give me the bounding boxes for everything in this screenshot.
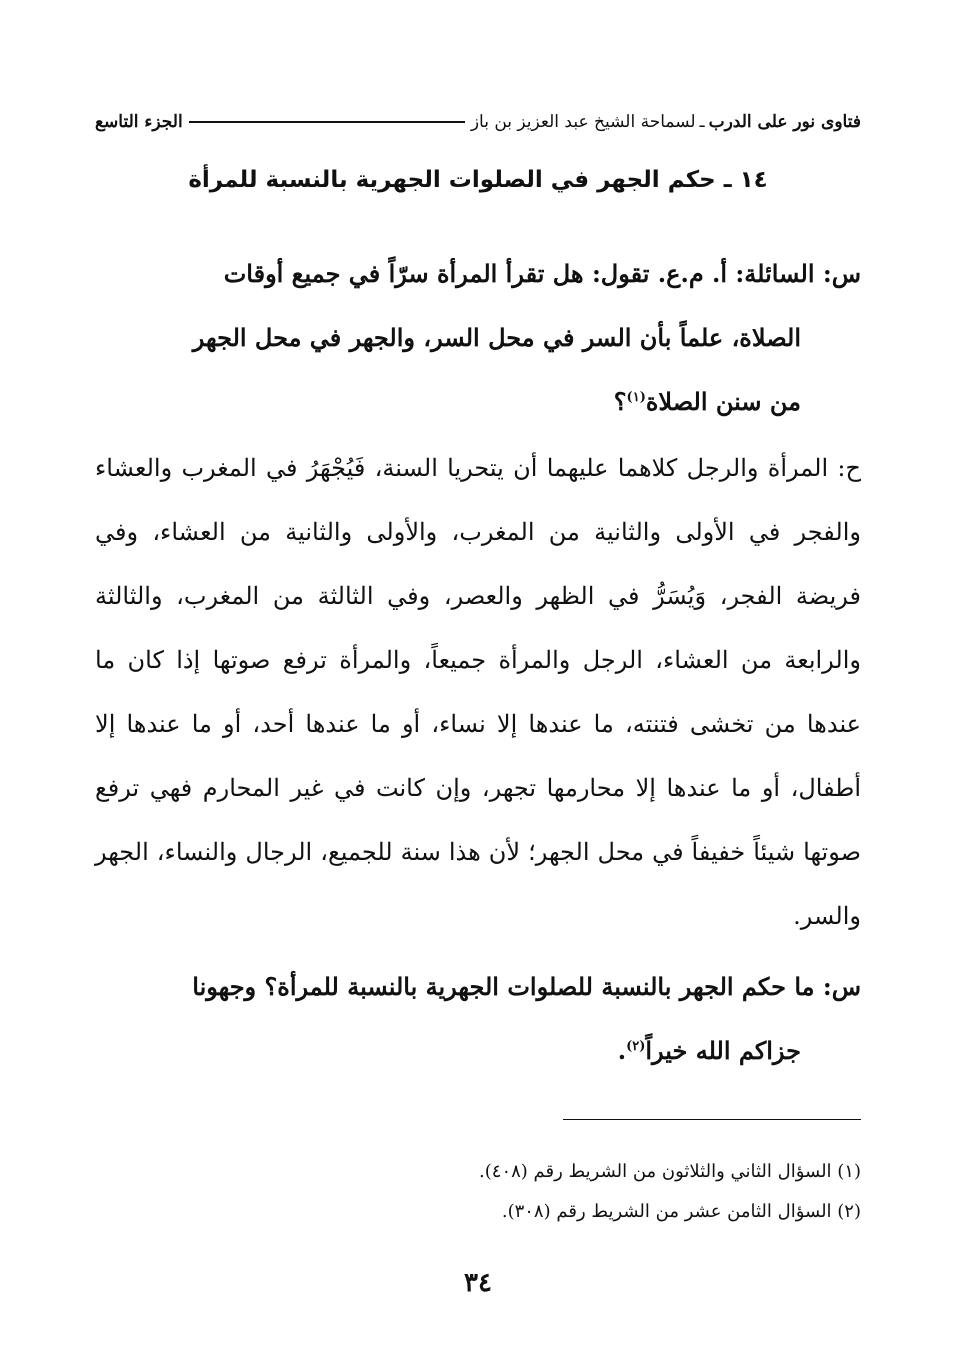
question-1 — [95, 242, 861, 434]
page-number: ٣٤ — [464, 1268, 492, 1298]
footnote-ref-2: (٢) — [626, 1039, 646, 1054]
question-2 — [95, 955, 861, 1083]
section-title: ١٤ ـ حكم الجهر في الصلوات الجهرية بالنسبة للمرأة — [188, 167, 768, 193]
question-2-line-2-text: جزاكم الله خيراً — [645, 1036, 801, 1065]
question-1-continuation — [95, 306, 861, 434]
footnote-1: (١) السؤال الثاني والثلاثون من الشريط رقم (٤٠٨). — [479, 1161, 861, 1182]
volume-part: الجزء التاسع — [95, 112, 183, 132]
footnote-2: (٢) السؤال الثامن عشر من الشريط رقم (٣٠٨). — [501, 1201, 861, 1222]
answer-1: ح: المرأة والرجل كلاهما عليهما أن يتحريا السنة، فَيُجْهَرُ في المغرب والعشاء والفجر في الأولى والثانية من المغرب، والأولى والثانية من العشاء، وفي فريضة الفجر، وَيُسَرُّ في الظهر والعصر، وفي الثالثة من المغرب، والثالثة والرابعة من العشاء، الرجل والمرأة جميعاً، والمرأة ترفع صوتها إذا كان ما عندها من تخشى فتنته، ما عندها إلا نساء، أو ما عندها أحد، أو ما عندها إلا أطفال، أو ما عندها إلا محارمها تجهر، وإن كانت في غير المحارم فهي ترفع صوتها شيئاً خفيفاً في محل الجهر؛ لأن هذا سنة للجميع، الرجال والنساء، الجهر والسر. — [95, 454, 861, 930]
question-1-line-3 — [95, 370, 801, 434]
header-separator: ـ — [699, 112, 705, 132]
question-1-line-1: س: السائلة: أ. م.ع. تقول: هل تقرأ المرأة سرّاً في جميع أوقات — [223, 259, 861, 288]
header-rule — [189, 121, 465, 123]
footnote-rule — [563, 1119, 861, 1120]
question-2-continuation — [95, 1019, 861, 1083]
question-1-line-3-end: ؟ — [613, 387, 627, 416]
question-1-line-3-text: من سنن الصلاة — [645, 387, 801, 416]
book-page — [95, 0, 861, 1363]
footnotes — [95, 1152, 861, 1232]
question-1-line-2: الصلاة، علماً بأن السر في محل السر، والجهر في محل الجهر — [192, 323, 801, 352]
question-2-line-2-end: . — [617, 1036, 627, 1065]
author-credit: لسماحة الشيخ عبد العزيز بن باز — [470, 112, 696, 132]
question-2-line-2 — [95, 1019, 801, 1083]
book-title: فتاوى نور على الدرب — [708, 112, 861, 132]
question-2-line-1: س: ما حكم الجهر بالنسبة للصلوات الجهرية بالنسبة للمرأة؟ وجهونا — [192, 972, 861, 1001]
footnote-ref-1: (١) — [626, 390, 646, 405]
running-header — [95, 112, 861, 132]
